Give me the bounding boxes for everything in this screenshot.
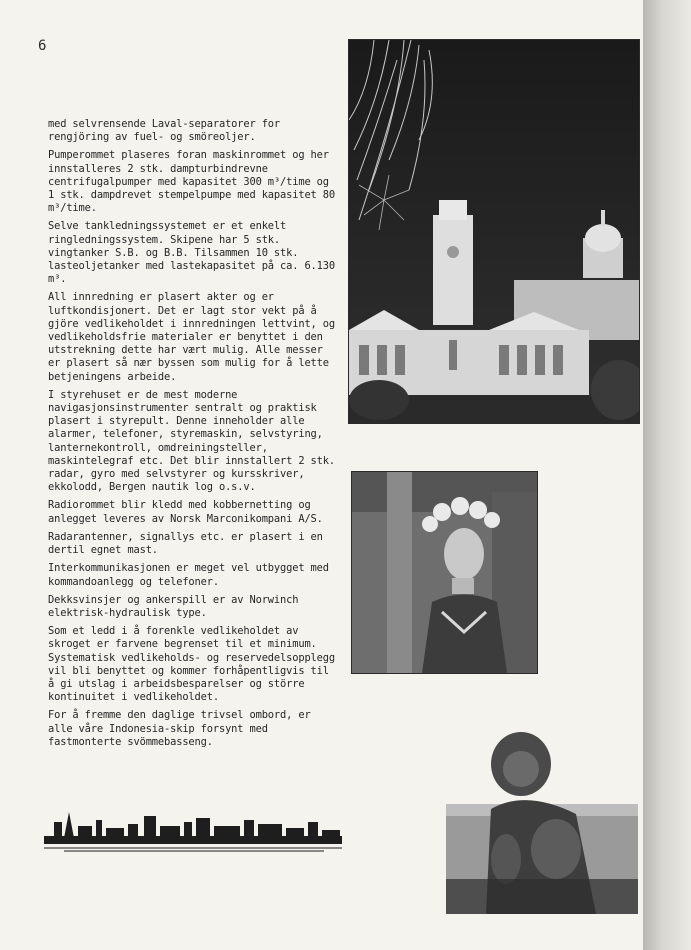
- article-text-column: [48, 118, 338, 754]
- paragraph-pump-room: Pumperommet plaseres foran maskinrommet og her innstalleres 2 stk. dampturbindrevne centrifugalpumper med kapasitet 300 m³/time og 1 stk. dampdrevet stempelpumpe med kapasitet 80 m³/time.: [48, 149, 335, 215]
- paragraph-radar-antennas: Radarantenner, signallys etc. er plasert i en dertil egnet mast.: [48, 530, 323, 557]
- page-number: 6: [38, 38, 47, 54]
- paragraph-deck-winches: Dekksvinsjer og ankerspill er av Norwinch elektrisk-hydraulisk type.: [48, 593, 299, 619]
- page-binding-edge: [643, 0, 691, 950]
- skyline-illustration: [44, 808, 342, 854]
- paragraph-intercom: Interkommunikasjonen er meget vel utbygget med kommandoanlegg og telefoner.: [48, 562, 329, 588]
- paragraph-radio-room: Radiorommet blir kledd med kobbernetting og anlegget leveres av Norsk Marconikompani A/S.: [48, 499, 323, 525]
- statue-photo: [446, 729, 638, 914]
- paragraph-wheelhouse: I styrehuset er de mest moderne navigasjonsinstrumenter sentralt og praktisk plasert i styrepult. Denne inneholder alle alarmer, telefoner, styremaskin, selvstyring, lanternekontroll, omdreiningsteller, maskintelegraf etc. Det blir innstallert 2 stk. radar, gyro med selvstyrer og kursskriver, ekkolodd, Bergen nautik log o.s.v.: [48, 388, 335, 494]
- paragraph-separators: med selvrensende Laval-separatorer for rengjöring av fuel- og smöreoljer.: [48, 118, 281, 144]
- night-city-photo: [348, 39, 640, 424]
- paragraph-maintenance: Som et ledd i å forenkle vedlikeholdet av skroget er farvene begrenset til et minimum. Systematisk vedlikeholds- og reservedelsopplegg vil bli benyttet og kommer forhåpentligvis til å gi utslag i arbeidsbesparelser og större kontinuitet i vedlikeholdet.: [48, 625, 335, 704]
- paragraph-accommodation: All innredning er plasert akter og er luftkondisjonert. Det er lagt stor vekt på å gjöre vedlikeholdet i innredningen lettvint, og vedlikeholdsfrie materialer er benyttet i den utstrekning dette har vært mulig. Alle messer er plasert så nær byssen som mulig for å lette betjeningens arbeide.: [48, 291, 335, 383]
- paragraph-tank-system: Selve tankledningssystemet er et enkelt ringledningssystem. Skipene har 5 stk. vingtanker S.B. og B.B. Tilsammen 10 stk. lasteoljetanker med lastekapasitet på ca. 6.130 m³.: [48, 220, 335, 286]
- dancer-photo: [351, 471, 538, 674]
- paragraph-swimming-pool: For å fremme den daglige trivsel ombord, er alle våre Indonesia-skip forsynt med fastmonterte svömmebasseng.: [48, 709, 311, 748]
